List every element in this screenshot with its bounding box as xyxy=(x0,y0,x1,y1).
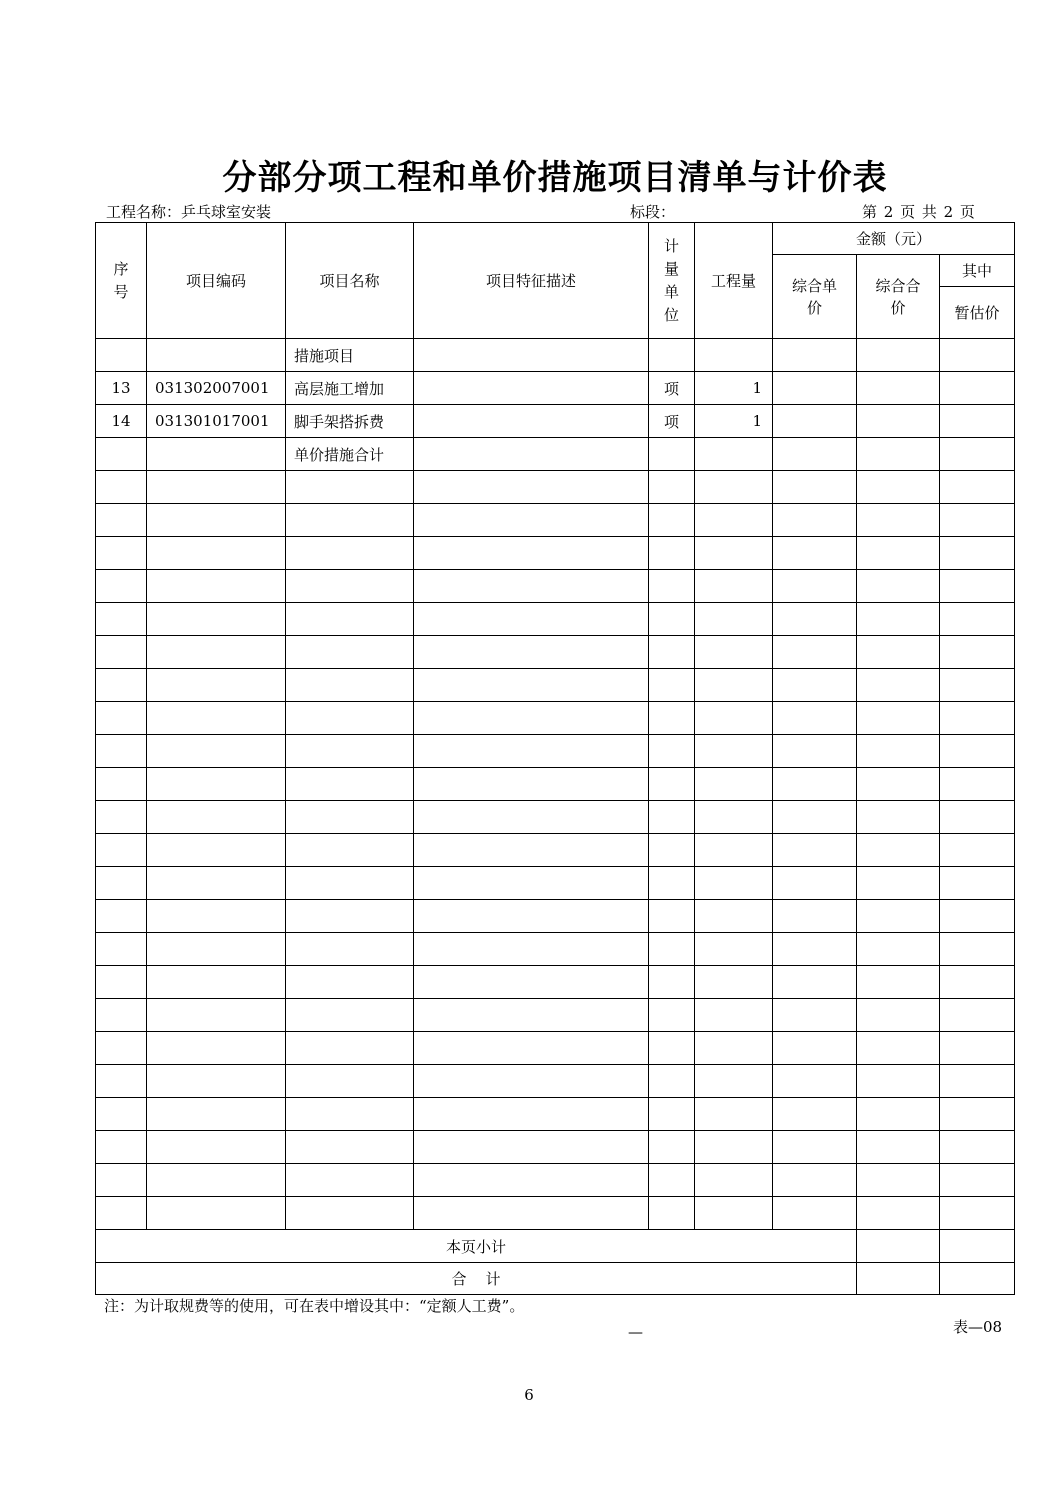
cell-name xyxy=(286,471,414,504)
cell-name xyxy=(286,1098,414,1131)
cell-seq xyxy=(96,636,147,669)
cell-qty xyxy=(695,735,773,768)
cell-provisional xyxy=(940,570,1015,603)
cell-unit-price xyxy=(773,438,857,471)
cell-qty: 1 xyxy=(695,405,773,438)
cell-code xyxy=(147,339,286,372)
cell-provisional xyxy=(940,1197,1015,1230)
cell-unit xyxy=(649,867,695,900)
cell-total-price xyxy=(857,603,940,636)
cell-provisional xyxy=(940,1164,1015,1197)
project-name: 工程名称：乒乓球室安装 xyxy=(106,203,272,221)
footnote: 注：为计取规费等的使用，可在表中增设其中：“定额人工费”。 xyxy=(104,1297,525,1315)
empty-row xyxy=(96,801,1015,834)
cell-unit-price xyxy=(773,768,857,801)
cell-unit xyxy=(649,438,695,471)
cell-unit-price xyxy=(773,1131,857,1164)
cell-unit xyxy=(649,339,695,372)
empty-row xyxy=(96,702,1015,735)
cell-provisional xyxy=(940,1098,1015,1131)
cell-qty xyxy=(695,1032,773,1065)
cell-unit xyxy=(649,999,695,1032)
cell-code xyxy=(147,438,286,471)
cell-total-price xyxy=(857,867,940,900)
cell-total-price xyxy=(857,339,940,372)
cell-unit-price xyxy=(773,504,857,537)
cell-name xyxy=(286,999,414,1032)
cell-provisional xyxy=(940,1131,1015,1164)
cell-name: 高层施工增加 xyxy=(286,372,414,405)
cell-desc xyxy=(414,867,649,900)
cell-code xyxy=(147,1098,286,1131)
cell-unit-price xyxy=(773,867,857,900)
cell-unit-price xyxy=(773,966,857,999)
cell-provisional xyxy=(940,1032,1015,1065)
cell-desc xyxy=(414,735,649,768)
cell-name xyxy=(286,933,414,966)
cell-total-price xyxy=(857,1197,940,1230)
cell-provisional xyxy=(940,1065,1015,1098)
empty-row xyxy=(96,966,1015,999)
cell-qty xyxy=(695,339,773,372)
empty-row xyxy=(96,867,1015,900)
cell-seq xyxy=(96,735,147,768)
cell-desc xyxy=(414,999,649,1032)
cell-total-price xyxy=(857,504,940,537)
header-of-which: 其中 xyxy=(940,255,1015,287)
cell-desc xyxy=(414,1131,649,1164)
cell-code xyxy=(147,867,286,900)
cell-provisional xyxy=(940,933,1015,966)
cell-provisional xyxy=(940,735,1015,768)
cell-desc xyxy=(414,1098,649,1131)
cell-code xyxy=(147,504,286,537)
cell-unit-price xyxy=(773,471,857,504)
cell-code xyxy=(147,702,286,735)
cell-name: 措施项目 xyxy=(286,339,414,372)
cell-total-price xyxy=(857,999,940,1032)
page-title: 分部分项工程和单价措施项目清单与计价表 xyxy=(222,158,888,198)
cell-code xyxy=(147,636,286,669)
cell-provisional xyxy=(940,372,1015,405)
cell-name xyxy=(286,1197,414,1230)
cell-desc xyxy=(414,801,649,834)
cell-unit-price xyxy=(773,834,857,867)
cell-total-price xyxy=(857,471,940,504)
empty-row xyxy=(96,768,1015,801)
empty-row xyxy=(96,504,1015,537)
cell-seq xyxy=(96,933,147,966)
cell-code xyxy=(147,801,286,834)
cell-unit xyxy=(649,636,695,669)
cell-code xyxy=(147,1131,286,1164)
cell-code xyxy=(147,603,286,636)
cell-seq xyxy=(96,1098,147,1131)
cell-desc xyxy=(414,603,649,636)
cell-qty: 1 xyxy=(695,372,773,405)
cell-total-price xyxy=(857,372,940,405)
cell-total-price xyxy=(857,636,940,669)
cell-qty xyxy=(695,504,773,537)
cell-unit xyxy=(649,1032,695,1065)
header-total-price: 综合合 价 xyxy=(857,255,940,339)
cell-desc xyxy=(414,570,649,603)
cell-unit-price xyxy=(773,537,857,570)
cell-desc xyxy=(414,471,649,504)
cell-name xyxy=(286,834,414,867)
cell-qty xyxy=(695,801,773,834)
cell-total-price xyxy=(857,900,940,933)
cell-provisional xyxy=(940,702,1015,735)
cell-provisional xyxy=(940,999,1015,1032)
cell-total-price xyxy=(857,702,940,735)
dash-mark: — xyxy=(628,1323,643,1341)
cell-qty xyxy=(695,570,773,603)
cell-total-price xyxy=(857,834,940,867)
empty-row xyxy=(96,603,1015,636)
page-subtotal-provisional xyxy=(940,1230,1015,1263)
grand-total-label: 合 计 xyxy=(96,1263,857,1295)
cell-provisional xyxy=(940,801,1015,834)
cell-seq xyxy=(96,867,147,900)
cell-seq xyxy=(96,768,147,801)
cell-unit xyxy=(649,1197,695,1230)
cell-seq xyxy=(96,1065,147,1098)
cell-unit xyxy=(649,669,695,702)
header-unit-price: 综合单 价 xyxy=(773,255,857,339)
cell-unit-price xyxy=(773,1098,857,1131)
cell-name xyxy=(286,636,414,669)
cell-code xyxy=(147,537,286,570)
cell-unit-price xyxy=(773,1065,857,1098)
cell-code: 031302007001 xyxy=(147,372,286,405)
cell-seq xyxy=(96,504,147,537)
table-row xyxy=(96,339,1015,372)
cell-code xyxy=(147,735,286,768)
cell-name xyxy=(286,735,414,768)
cell-desc xyxy=(414,372,649,405)
cell-code xyxy=(147,471,286,504)
cell-total-price xyxy=(857,801,940,834)
page-subtotal-total xyxy=(857,1230,940,1263)
cell-code xyxy=(147,1032,286,1065)
cell-code xyxy=(147,669,286,702)
grand-total-total xyxy=(857,1263,940,1295)
cell-seq xyxy=(96,999,147,1032)
cell-name xyxy=(286,966,414,999)
cell-provisional xyxy=(940,405,1015,438)
cell-name xyxy=(286,801,414,834)
header-name: 项目名称 xyxy=(286,223,414,339)
cell-seq xyxy=(96,1197,147,1230)
cell-seq xyxy=(96,570,147,603)
cell-unit: 项 xyxy=(649,372,695,405)
cell-qty xyxy=(695,537,773,570)
cell-desc xyxy=(414,405,649,438)
cell-provisional xyxy=(940,900,1015,933)
cell-provisional xyxy=(940,339,1015,372)
cell-total-price xyxy=(857,933,940,966)
header-amount: 金额（元） xyxy=(773,223,1015,255)
cell-code: 031301017001 xyxy=(147,405,286,438)
cell-seq: 14 xyxy=(96,405,147,438)
cell-total-price xyxy=(857,438,940,471)
cell-name xyxy=(286,1164,414,1197)
header-provisional: 暂估价 xyxy=(940,287,1015,339)
cell-name xyxy=(286,1065,414,1098)
cell-seq xyxy=(96,834,147,867)
cell-desc xyxy=(414,636,649,669)
cell-unit xyxy=(649,1098,695,1131)
cell-desc xyxy=(414,1065,649,1098)
cell-seq xyxy=(96,702,147,735)
cell-code xyxy=(147,768,286,801)
empty-row xyxy=(96,900,1015,933)
cell-seq xyxy=(96,1164,147,1197)
header-desc: 项目特征描述 xyxy=(414,223,649,339)
cell-seq xyxy=(96,669,147,702)
cell-qty xyxy=(695,438,773,471)
cell-unit xyxy=(649,603,695,636)
page-number: 6 xyxy=(524,1386,534,1404)
cell-unit xyxy=(649,768,695,801)
cell-desc xyxy=(414,900,649,933)
cell-unit xyxy=(649,1131,695,1164)
cell-provisional xyxy=(940,603,1015,636)
cell-total-price xyxy=(857,966,940,999)
empty-row xyxy=(96,1065,1015,1098)
cell-code xyxy=(147,1065,286,1098)
cell-name xyxy=(286,1032,414,1065)
cell-name xyxy=(286,1131,414,1164)
cell-code xyxy=(147,1197,286,1230)
cell-provisional xyxy=(940,636,1015,669)
cell-seq xyxy=(96,900,147,933)
cell-total-price xyxy=(857,1032,940,1065)
table-row xyxy=(96,438,1015,471)
cell-name xyxy=(286,768,414,801)
empty-row xyxy=(96,1098,1015,1131)
empty-row xyxy=(96,999,1015,1032)
cell-qty xyxy=(695,1098,773,1131)
cell-name: 单价措施合计 xyxy=(286,438,414,471)
cell-total-price xyxy=(857,1098,940,1131)
cell-code xyxy=(147,933,286,966)
cell-qty xyxy=(695,603,773,636)
cell-code xyxy=(147,966,286,999)
cell-unit-price xyxy=(773,405,857,438)
cell-unit xyxy=(649,537,695,570)
cell-unit-price xyxy=(773,1164,857,1197)
cell-unit: 项 xyxy=(649,405,695,438)
cell-seq xyxy=(96,966,147,999)
cell-qty xyxy=(695,702,773,735)
cell-unit-price xyxy=(773,933,857,966)
cell-desc xyxy=(414,702,649,735)
cell-provisional xyxy=(940,537,1015,570)
page-subtotal-label: 本页小计 xyxy=(96,1230,857,1263)
cell-total-price xyxy=(857,1065,940,1098)
cell-unit xyxy=(649,834,695,867)
cell-desc xyxy=(414,504,649,537)
table-row xyxy=(96,372,1015,405)
cell-unit xyxy=(649,1065,695,1098)
empty-row xyxy=(96,1032,1015,1065)
cell-qty xyxy=(695,471,773,504)
cell-qty xyxy=(695,933,773,966)
cell-qty xyxy=(695,1065,773,1098)
cell-qty xyxy=(695,999,773,1032)
cell-seq xyxy=(96,1032,147,1065)
cell-seq xyxy=(96,801,147,834)
empty-row xyxy=(96,735,1015,768)
cell-unit-price xyxy=(773,999,857,1032)
table-row xyxy=(96,405,1015,438)
cell-desc xyxy=(414,768,649,801)
cell-provisional xyxy=(940,768,1015,801)
cell-code xyxy=(147,570,286,603)
page-info: 第 2 页 共 2 页 xyxy=(862,203,975,221)
cell-unit xyxy=(649,966,695,999)
cell-provisional xyxy=(940,669,1015,702)
cell-total-price xyxy=(857,570,940,603)
cell-unit-price xyxy=(773,1032,857,1065)
cell-total-price xyxy=(857,669,940,702)
cell-name xyxy=(286,537,414,570)
header-qty: 工程量 xyxy=(695,223,773,339)
cell-name: 脚手架搭拆费 xyxy=(286,405,414,438)
cell-desc xyxy=(414,1032,649,1065)
grand-total-provisional xyxy=(940,1263,1015,1295)
cell-unit-price xyxy=(773,570,857,603)
cell-seq xyxy=(96,471,147,504)
cell-unit xyxy=(649,702,695,735)
cell-qty xyxy=(695,1131,773,1164)
empty-row xyxy=(96,1197,1015,1230)
cell-unit-price xyxy=(773,636,857,669)
cell-qty xyxy=(695,768,773,801)
cell-qty xyxy=(695,966,773,999)
empty-row xyxy=(96,471,1015,504)
header-unit: 计 量 单 位 xyxy=(649,223,695,339)
cell-desc xyxy=(414,537,649,570)
header-code: 项目编码 xyxy=(147,223,286,339)
cell-unit xyxy=(649,1164,695,1197)
cell-name xyxy=(286,504,414,537)
cell-unit-price xyxy=(773,339,857,372)
cell-seq: 13 xyxy=(96,372,147,405)
cell-qty xyxy=(695,669,773,702)
cell-qty xyxy=(695,636,773,669)
cell-desc xyxy=(414,339,649,372)
cell-unit xyxy=(649,801,695,834)
cell-desc xyxy=(414,933,649,966)
cell-seq xyxy=(96,339,147,372)
cell-qty xyxy=(695,1197,773,1230)
cell-total-price xyxy=(857,768,940,801)
empty-row xyxy=(96,537,1015,570)
cell-desc xyxy=(414,1164,649,1197)
cell-unit xyxy=(649,570,695,603)
cell-unit-price xyxy=(773,735,857,768)
cell-desc xyxy=(414,834,649,867)
cell-unit-price xyxy=(773,669,857,702)
cell-provisional xyxy=(940,834,1015,867)
cell-unit xyxy=(649,735,695,768)
cell-seq xyxy=(96,537,147,570)
empty-row xyxy=(96,1164,1015,1197)
cell-qty xyxy=(695,1164,773,1197)
cell-name xyxy=(286,900,414,933)
empty-row xyxy=(96,669,1015,702)
cell-unit-price xyxy=(773,372,857,405)
cell-provisional xyxy=(940,438,1015,471)
cell-code xyxy=(147,900,286,933)
cell-provisional xyxy=(940,966,1015,999)
cell-unit-price xyxy=(773,702,857,735)
bill-table xyxy=(95,222,1015,1295)
cell-unit-price xyxy=(773,1197,857,1230)
empty-row xyxy=(96,570,1015,603)
empty-row xyxy=(96,834,1015,867)
cell-code xyxy=(147,834,286,867)
cell-desc xyxy=(414,438,649,471)
cell-code xyxy=(147,999,286,1032)
cell-qty xyxy=(695,900,773,933)
cell-name xyxy=(286,669,414,702)
cell-name xyxy=(286,603,414,636)
cell-total-price xyxy=(857,735,940,768)
cell-unit-price xyxy=(773,900,857,933)
empty-row xyxy=(96,636,1015,669)
form-number: 表—08 xyxy=(953,1318,1003,1336)
cell-qty xyxy=(695,834,773,867)
cell-qty xyxy=(695,867,773,900)
cell-total-price xyxy=(857,1131,940,1164)
cell-total-price xyxy=(857,1164,940,1197)
cell-desc xyxy=(414,966,649,999)
empty-row xyxy=(96,933,1015,966)
cell-total-price xyxy=(857,405,940,438)
cell-seq xyxy=(96,603,147,636)
cell-name xyxy=(286,570,414,603)
cell-unit xyxy=(649,933,695,966)
cell-name xyxy=(286,702,414,735)
cell-unit xyxy=(649,504,695,537)
cell-total-price xyxy=(857,537,940,570)
cell-provisional xyxy=(940,471,1015,504)
cell-code xyxy=(147,1164,286,1197)
section-label: 标段： xyxy=(630,203,676,221)
cell-unit xyxy=(649,471,695,504)
cell-seq xyxy=(96,438,147,471)
cell-unit-price xyxy=(773,603,857,636)
cell-unit xyxy=(649,900,695,933)
cell-seq xyxy=(96,1131,147,1164)
empty-row xyxy=(96,1131,1015,1164)
header-seq: 序 号 xyxy=(96,223,147,339)
cell-name xyxy=(286,867,414,900)
cell-unit-price xyxy=(773,801,857,834)
cell-provisional xyxy=(940,504,1015,537)
cell-desc xyxy=(414,1197,649,1230)
cell-provisional xyxy=(940,867,1015,900)
cell-desc xyxy=(414,669,649,702)
